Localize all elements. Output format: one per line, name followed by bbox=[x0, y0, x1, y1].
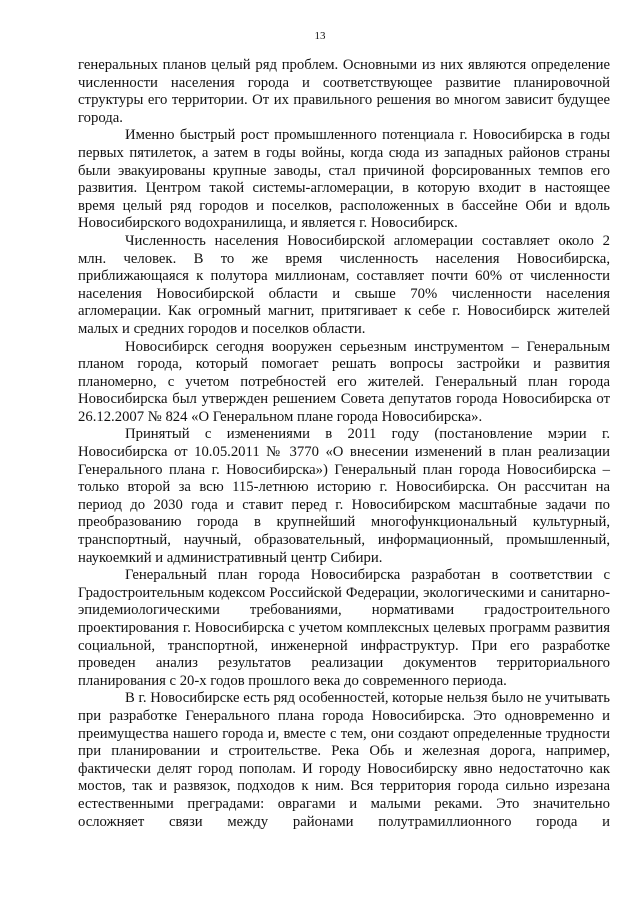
page-number: 13 bbox=[314, 30, 326, 42]
paragraph-general-plan: Новосибирск сегодня вооружен серьезным инструментом – Генеральным планом города, который помогает решать вопросы застройки и развития планомерно, с учетом потребностей его жителей. Генеральный план города Новосибирска был утвержден решением Совета депутатов города Новосибирска от 26.12.2007 № 824 «О Генеральном плане города Новосибирска». bbox=[78, 338, 610, 425]
paragraph-population: Численность населения Новосибирской агломерации составляет около 2 млн. человек. В то же время численность населения Новосибирска, приближающаяся к полутора миллионам, составляет почти 60% от численности населения Новосибирской области и свыше 70% численности населения агломерации. Как огромный магнит, притягивает к себе г. Новосибирск жителей малых и средних городов и поселков области. bbox=[78, 232, 610, 337]
paragraph-amendments-2011: Принятый с изменениями в 2011 году (постановление мэрии г. Новосибирска от 10.05.2011 № 3770 «О внесении изменений в план реализации Генерального плана г. Новосибирска») Генеральный план города Новосибирска – только второй за всю 115-летнюю историю г. Новосибирска. Он рассчитан на период до 2030 года и ставит перед г. Новосибирском масштабные задачи по преобразованию города в крупнейший многофункциональный культурный, транспортный, научный, образовательный, информационный, промышленный, наукоемкий и административный центр Сибири. bbox=[78, 426, 610, 566]
paragraph-industrial-growth: Именно быстрый рост промышленного потенциала г. Новосибирска в годы первых пятилеток, а затем в годы войны, когда сюда из западных районов страны были эвакуированы крупные заводы, стал причиной форсированных темпов его развития. Центром такой системы-агломерации, в которую входит в настоящее время целый ряд городов и поселков, расположенных в бассейне Оби и вдоль Новосибирского водохранилища, и является г. Новосибирск. bbox=[78, 127, 610, 232]
paragraph-city-features: В г. Новосибирске есть ряд особенностей, которые нельзя было не учитывать при разработке Генерального плана города Новосибирска. Это одновременно и преимущества нашего города и, вместе с тем, они создают определенные трудности при планировании и строительстве. Река Обь и железная дорога, например, фактически делят город пополам. И городу Новосибирску явно недостаточно как мостов, так и развязок, подходов к ним. Вся территория города сильно изрезана естественными преградами: оврагами и малыми реками. Это значительно осложняет связи между районами полутрамиллионного города и bbox=[78, 690, 610, 830]
paragraph-continuation: генеральных планов целый ряд проблем. Основными из них являются определение численности населения города и соответствующее развитие планировочной структуры его территории. От их правильного решения во многом зависит будущее города. bbox=[78, 57, 610, 126]
body-text bbox=[78, 57, 610, 831]
paragraph-plan-development: Генеральный план города Новосибирска разработан в соответствии с Градостроительным кодексом Российской Федерации, экологическими и санитарно-эпидемиологическими требованиями, нормативами градостроительного проектирования г. Новосибирска с учетом комплексных целевых программ развития социальной, транспортной, инженерной инфраструктур. При его разработке проведен анализ результатов реализации документов территориального планирования с 20-х годов прошлого века до современного периода. bbox=[78, 567, 610, 689]
